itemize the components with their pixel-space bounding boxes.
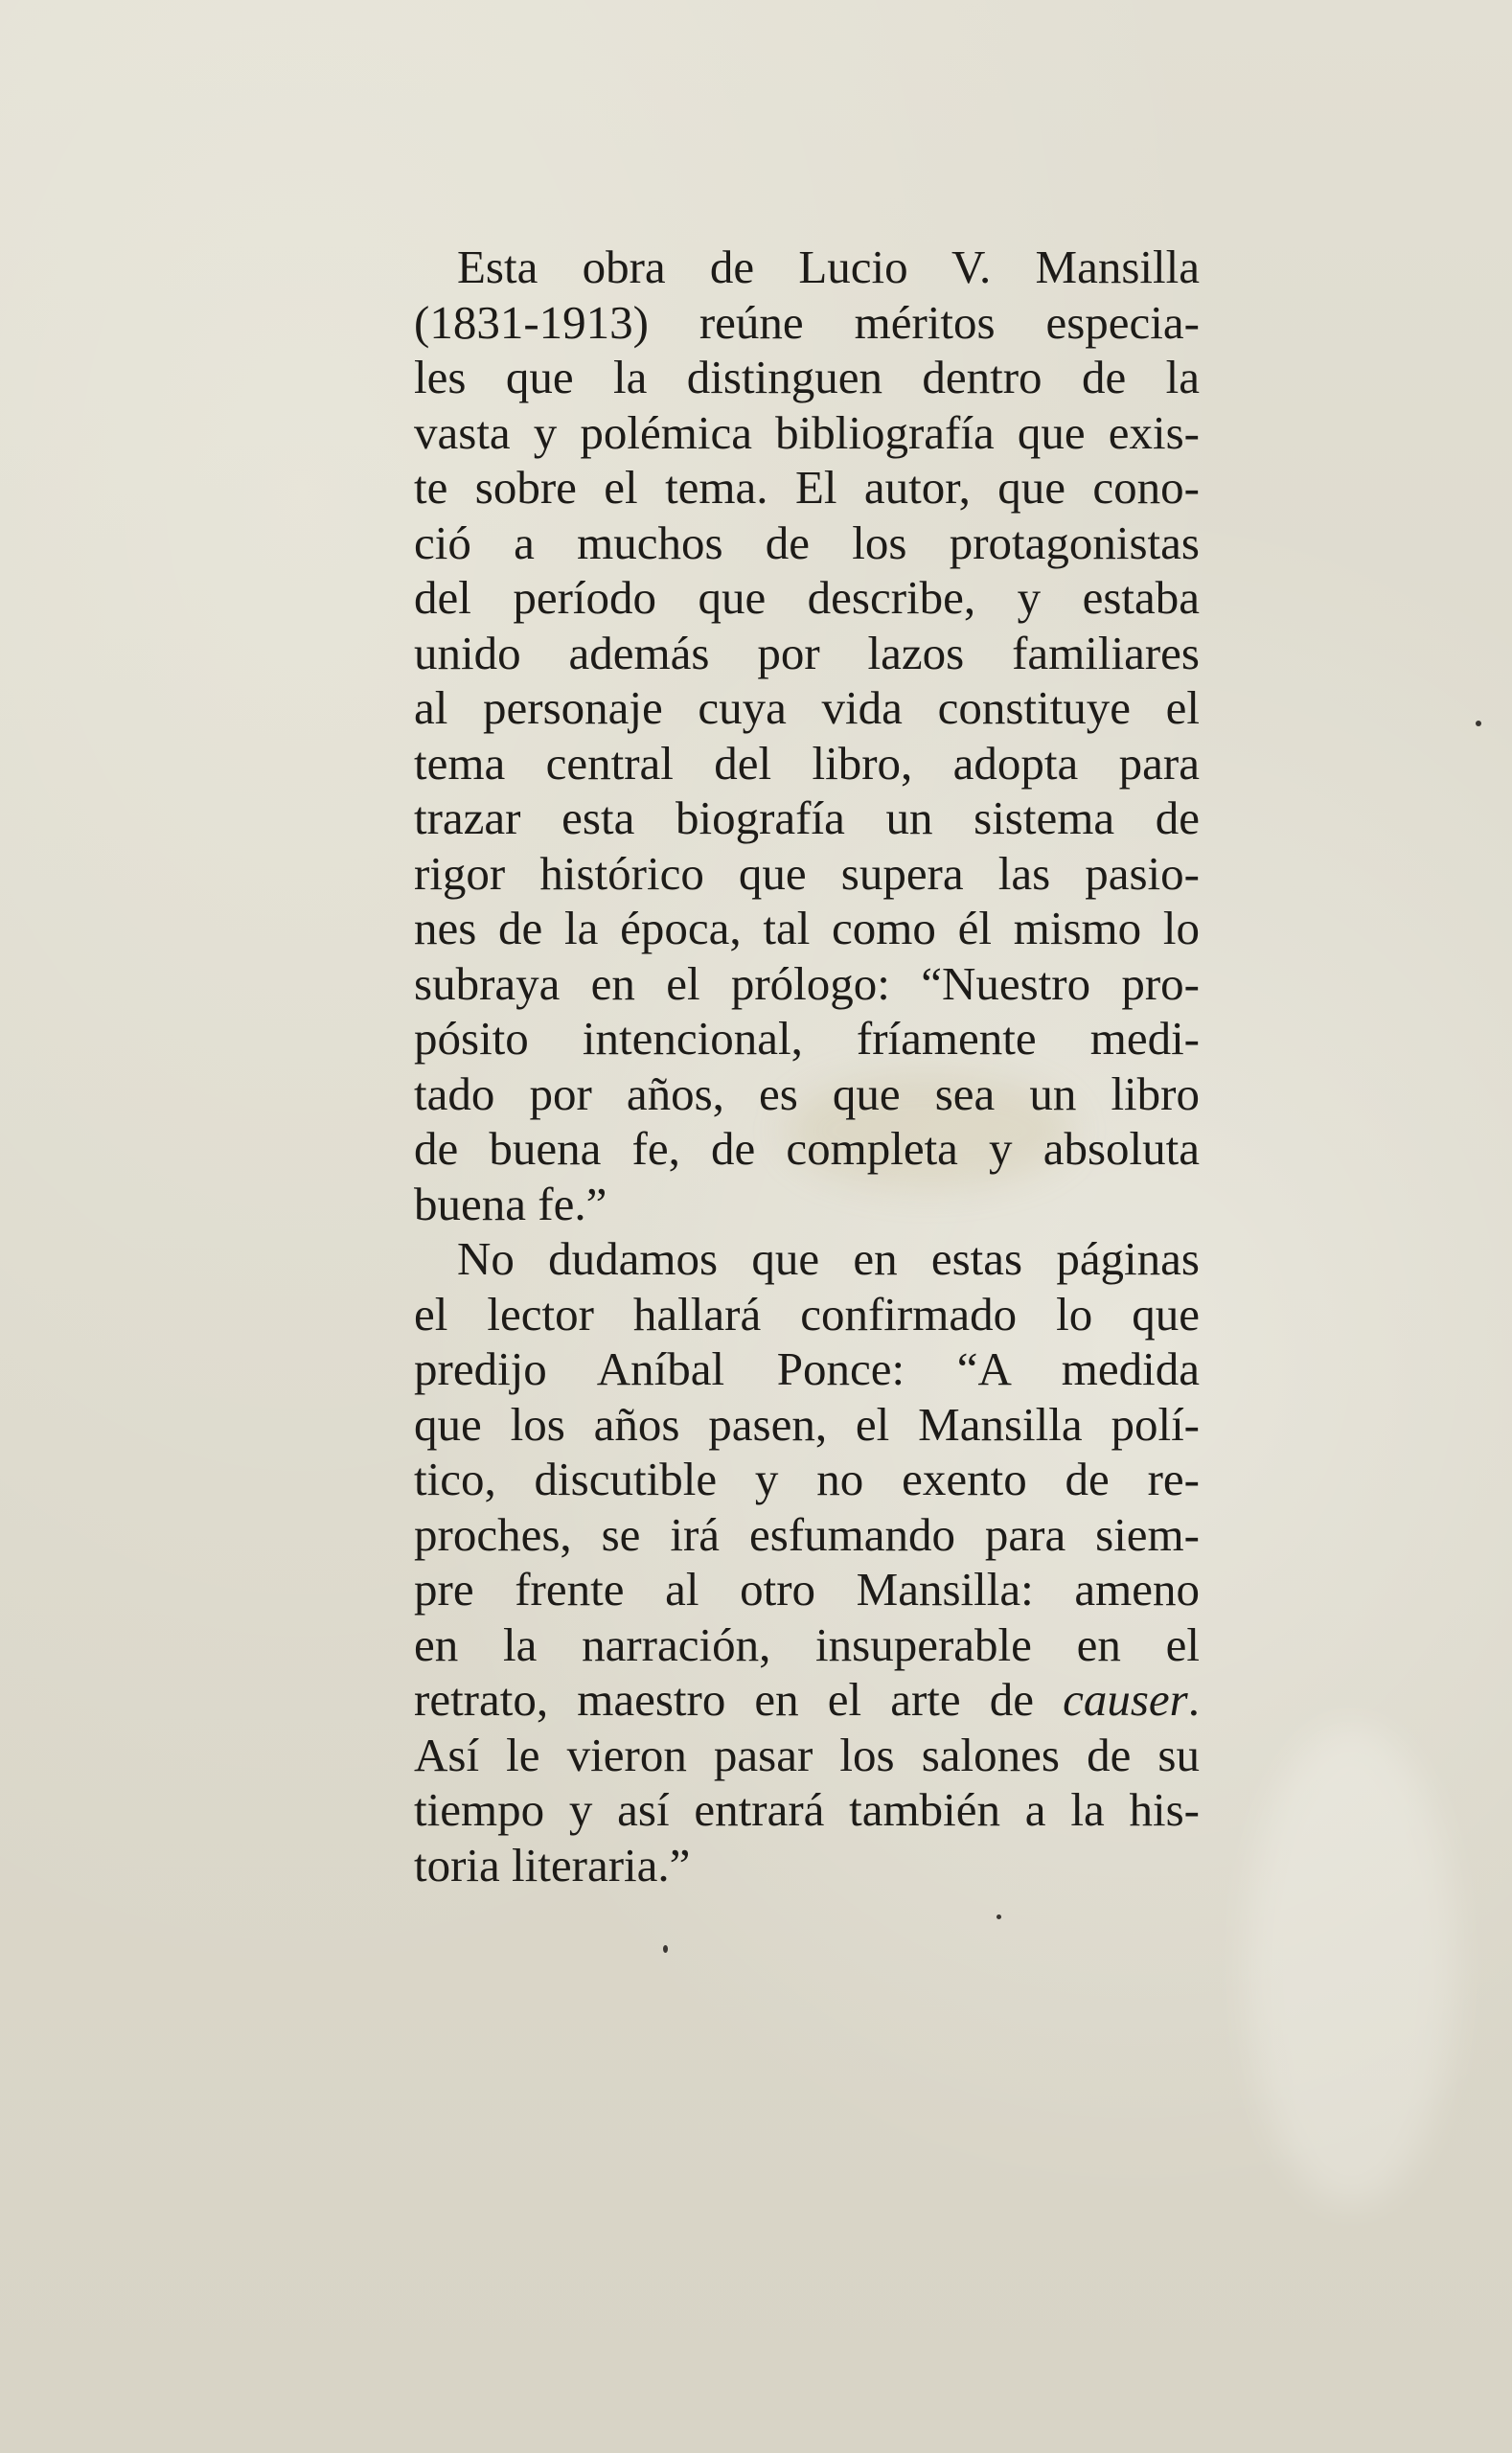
italic-word: causer <box>1063 1673 1188 1726</box>
text-line: te sobre el tema. El autor, que cono- <box>414 461 1200 514</box>
text-line: les que la distinguen dentro de la <box>414 351 1200 403</box>
text-line: unido además por lazos familiares <box>414 626 1200 679</box>
text-line: trazar esta biografía un sistema de <box>414 791 1200 844</box>
text-line: pósito intencional, fríamente medi- <box>414 1012 1200 1065</box>
text-line: No dudamos que en estas páginas <box>457 1232 1200 1285</box>
text-line <box>414 1672 1200 1728</box>
text-line: ció a muchos de los protagonistas <box>414 516 1200 569</box>
text-line: de buena fe, de completa y absoluta <box>414 1122 1200 1175</box>
text-line: buena fe.” <box>414 1177 607 1230</box>
text-line: Así le vieron pasar los salones de su <box>414 1728 1200 1781</box>
text-line: rigor histórico que supera las pasio- <box>414 846 1200 900</box>
text-line: en la narración, insuperable en el <box>414 1617 1200 1671</box>
text-line: proches, se irá esfumando para siem- <box>414 1507 1200 1561</box>
blurb-text <box>414 240 1200 1892</box>
text-run: . <box>1187 1673 1200 1726</box>
text-line: tiempo y así entrará también a la his- <box>414 1783 1200 1836</box>
text-line: Esta obra de Lucio V. Mansilla <box>457 241 1200 293</box>
ink-speck <box>997 1914 1001 1919</box>
text-line: que los años pasen, el Mansilla polí- <box>414 1397 1200 1451</box>
text-line: tico, discutible y no exento de re- <box>414 1453 1200 1505</box>
text-line: toria literaria.” <box>414 1838 691 1891</box>
paper-stain <box>1246 1725 1456 2204</box>
text-line: al personaje cuya vida constituye el <box>414 681 1200 734</box>
text-line: predijo Aníbal Ponce: “A medida <box>414 1342 1200 1395</box>
ink-speck <box>663 1945 668 1953</box>
text-run: retrato, maestro en el arte de <box>414 1673 1064 1726</box>
text-line: pre frente al otro Mansilla: ameno <box>414 1563 1200 1616</box>
text-line: tado por años, es que sea un libro <box>414 1066 1200 1120</box>
ink-speck <box>1476 721 1481 726</box>
text-line: tema central del libro, adopta para <box>414 736 1200 790</box>
text-line: vasta y polémica bibliografía que exis- <box>414 405 1200 459</box>
text-line: el lector hallará confirmado lo que <box>414 1287 1200 1341</box>
text-line: (1831-1913) reúne méritos especia- <box>414 295 1200 349</box>
text-line: subraya en el prólogo: “Nuestro pro- <box>414 956 1200 1010</box>
blurb-paragraph-1 <box>414 240 1200 1231</box>
blurb-paragraph-2 <box>414 1231 1200 1892</box>
text-line: nes de la época, tal como él mismo lo <box>414 902 1200 954</box>
text-line: del período que describe, y estaba <box>414 571 1200 624</box>
